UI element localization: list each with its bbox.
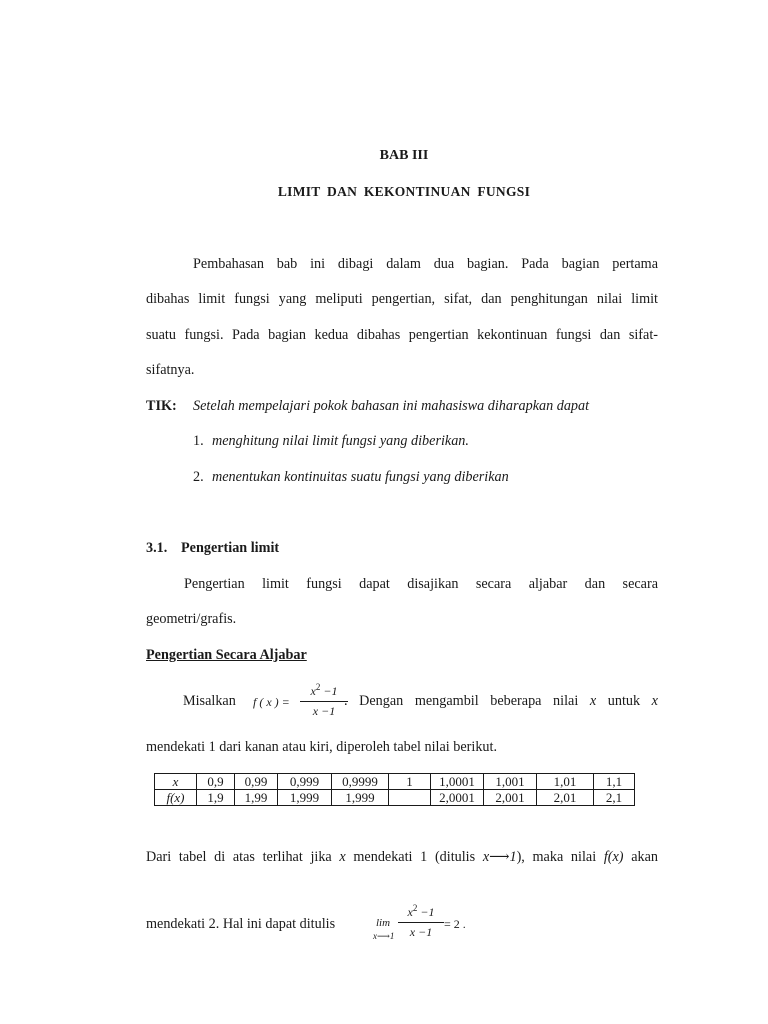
misalkan-rest: . Dengan mengambil beberapa nilai x untuk x: [344, 693, 658, 709]
table-cell: 1,001: [484, 774, 537, 790]
table-cell: 2,001: [484, 790, 537, 806]
line-mendekati: mendekati 1 dari kanan atau kiri, diperoleh tabel nilai berikut.: [146, 739, 498, 755]
table-cell: 1,999: [278, 790, 332, 806]
values-table: [154, 773, 635, 806]
table-cell: 2,0001: [431, 790, 484, 806]
intro-line-3: suatu fungsi. Pada bagian kedua dibahas pengertian kekontinuan fungsi dan sifat-: [146, 327, 658, 343]
table-cell: 1,99: [235, 790, 278, 806]
subheading: Pengertian Secara Aljabar: [146, 647, 307, 663]
section-title: Pengertian limit: [181, 540, 280, 556]
chapter-number: BAB III: [379, 148, 429, 163]
table-row-x: [155, 774, 635, 790]
table-cell: 0,999: [278, 774, 332, 790]
table-cell: 1,999: [332, 790, 389, 806]
tik-item-1: menghitung nilai limit fungsi yang diberikan.: [212, 433, 469, 449]
table-cell: 1,0001: [431, 774, 484, 790]
table-cell: 1,1: [594, 774, 635, 790]
function-fraction: $x^2 -1$ x −1: [300, 683, 348, 719]
tik-item-2: menentukan kontinuitas suatu fungsi yang diberikan: [212, 469, 509, 485]
misalkan-label: Misalkan: [183, 693, 236, 709]
lim-label: lim: [376, 917, 391, 929]
table-cell: x: [155, 774, 197, 790]
table-cell: 2,01: [537, 790, 594, 806]
tik-text: Setelah mempelajari pokok bahasan ini mahasiswa diharapkan dapat: [193, 398, 590, 414]
table-cell: 0,9: [197, 774, 235, 790]
table-cell: 0,99: [235, 774, 278, 790]
limit-fraction: $x^2 -1$ x −1: [398, 904, 444, 940]
limit-rhs: = 2 .: [444, 917, 466, 931]
table-row-fx: [155, 790, 635, 806]
table-cell: 2,1: [594, 790, 635, 806]
table-cell: f(x): [155, 790, 197, 806]
intro-line-4: sifatnya.: [146, 362, 195, 378]
section-line-1: Pengertian limit fungsi dapat disajikan secara aljabar dan secara: [184, 576, 658, 592]
table-cell: [389, 790, 431, 806]
intro-line-2: dibahas limit fungsi yang meliputi pengertian, sifat, dan penghitungan nilai limit: [146, 291, 658, 307]
table-cell: 1,01: [537, 774, 594, 790]
table-cell: 1,9: [197, 790, 235, 806]
tik-label: TIK:: [146, 398, 177, 414]
table-cell: 1: [389, 774, 431, 790]
tik-item-1-num: 1.: [193, 433, 204, 449]
lim-subscript: x⟶1: [373, 931, 395, 941]
function-lhs: f ( x ) =: [253, 695, 290, 709]
chapter-title: LIMIT DAN KEKONTINUAN FUNGSI: [277, 184, 531, 199]
final-text: mendekati 2. Hal ini dapat ditulis: [146, 916, 336, 932]
table-cell: 0,9999: [332, 774, 389, 790]
conclusion-line: Dari tabel di atas terlihat jika x mendekati 1 (ditulis x⟶1), maka nilai f(x) akan: [146, 849, 658, 865]
tik-item-2-num: 2.: [193, 469, 204, 485]
section-line-2: geometri/grafis.: [146, 611, 237, 627]
section-number: 3.1.: [146, 540, 168, 556]
intro-line-1: Pembahasan bab ini dibagi dalam dua bagian. Pada bagian pertama: [193, 256, 658, 272]
